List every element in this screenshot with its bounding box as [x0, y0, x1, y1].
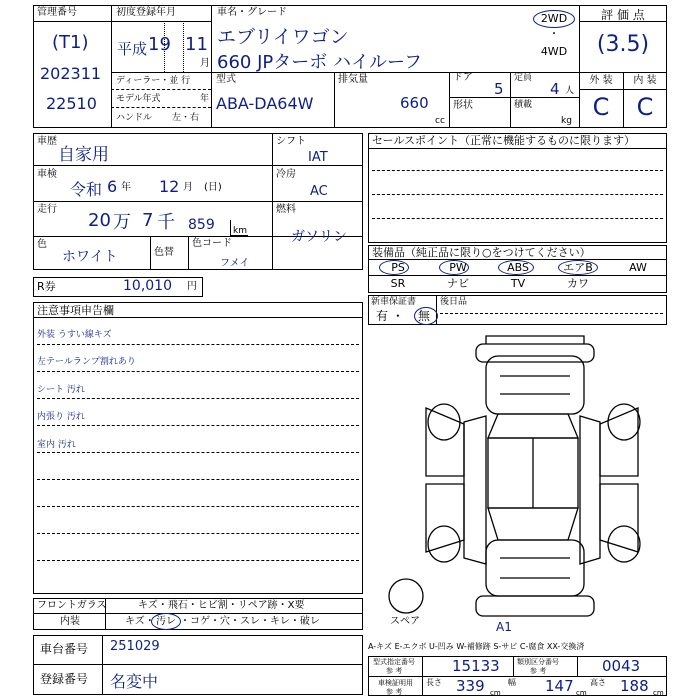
capacity-value: 4	[550, 80, 560, 98]
doors-label: ドア	[453, 72, 473, 83]
equip-tv: TV	[510, 277, 526, 290]
load-unit: kg	[561, 116, 572, 126]
interior-cond-label: 内装	[60, 616, 80, 627]
capacity-unit: 人	[565, 86, 575, 96]
equip-pw: PW	[449, 261, 467, 274]
fuel-label: 燃料	[276, 204, 296, 215]
inspection-month-unit: 月	[183, 182, 193, 193]
type-label: 型式	[216, 74, 236, 85]
equip-abs: ABS	[507, 261, 529, 274]
damage-legend: A-キズ E-エクボ U-凹み W-補修跡 S-サビ C-腐食 XX-交換済	[368, 642, 585, 651]
r-ticket-label: R券	[37, 280, 56, 293]
fuel-value: ガソリン	[291, 229, 347, 245]
note-line: 内張り 汚れ	[37, 412, 85, 422]
equip-ps: PS	[391, 261, 405, 274]
class-ref: 参 考	[530, 667, 547, 675]
first-reg-month: 11	[185, 34, 208, 55]
warranty-circle	[414, 307, 438, 325]
mileage-unit: km	[233, 226, 247, 236]
class-value: 0043	[602, 657, 641, 675]
length-value: 339	[456, 677, 485, 695]
mgmt-label: 管理番号	[37, 7, 77, 18]
handle-label: ハンドル	[116, 113, 153, 123]
displacement-value: 660	[400, 94, 429, 112]
exterior-label: 外 装	[589, 75, 613, 86]
cert-ref: 参 考	[386, 688, 403, 696]
designation-ref: 参 考	[386, 667, 403, 675]
height-unit: cm	[653, 689, 664, 697]
handle-options: 左・右	[172, 113, 200, 123]
inspection-month: 12	[159, 177, 180, 196]
equip-navi: ナビ	[447, 277, 469, 290]
equip-abs-circle	[498, 260, 534, 275]
model-year-unit: 年	[200, 94, 210, 104]
note-line: 室内 汚れ	[37, 440, 76, 450]
history-value: 自家用	[58, 145, 109, 165]
first-reg-month-unit: 月	[200, 58, 210, 69]
shape-label: 形状	[453, 100, 473, 111]
mileage-man-unit: 万	[113, 212, 131, 233]
car-grade: 660 JPターボ ハイルーフ	[217, 52, 423, 73]
inspection-day: (日)	[204, 182, 222, 193]
width-unit: cm	[576, 689, 587, 697]
sales-points-label: セールスポイント（正常に機能するものに限ります）	[372, 134, 636, 147]
color-change-label: 色替	[154, 247, 174, 258]
drive-dot: ・	[549, 29, 559, 40]
note-line: 外装 うすい線キズ	[37, 330, 112, 340]
notes-box	[33, 302, 363, 594]
registration-label: 登録番号	[40, 672, 89, 686]
width-value: 147	[545, 677, 574, 695]
height-label: 高さ	[590, 678, 606, 687]
history-label: 車歴	[37, 136, 57, 147]
shift-label: シフト	[276, 136, 306, 147]
width-label: 幅	[508, 678, 516, 687]
equip-airbag: エアB	[563, 261, 593, 274]
designation-value: 15133	[452, 657, 500, 675]
sales-points-box	[368, 133, 667, 243]
lot-number: (T1)	[52, 32, 89, 53]
interior-label: 内 装	[633, 75, 657, 86]
registration-value: 名変中	[110, 672, 159, 691]
first-reg-year: 19	[148, 34, 171, 55]
model-year-label: モデル年式	[116, 94, 161, 104]
mgmt-code-1: 202311	[40, 64, 102, 83]
equip-aw: AW	[629, 261, 647, 274]
color-code-value: フメイ	[220, 258, 250, 269]
warranty-opts: 有 ・	[376, 309, 404, 323]
owner-label: 後日品	[440, 297, 468, 307]
r-ticket-box	[33, 277, 203, 297]
equip-pw-circle	[439, 260, 469, 275]
spare-label: スペア	[390, 616, 420, 627]
inspection-era: 令和	[70, 180, 103, 199]
inspection-label: 車検	[37, 169, 57, 180]
rating-label: 評 価 点	[601, 8, 645, 22]
chassis-value: 251029	[110, 639, 160, 654]
displacement-label: 排気量	[338, 74, 368, 85]
rating-score: (3.5)	[596, 32, 650, 57]
color-label: 色	[37, 239, 47, 250]
mileage-label: 走行	[37, 204, 57, 215]
ac-label: 冷房	[276, 169, 296, 180]
designation-label: 型式指定番号	[373, 658, 415, 666]
inspection-year: 6	[107, 177, 118, 196]
equip-airbag-circle	[558, 260, 598, 275]
damage-mark-a1: A1	[496, 620, 512, 634]
car-name-label: 車名・グレード	[217, 7, 287, 18]
mileage-sen-unit: 千	[157, 212, 175, 233]
chassis-label: 車台番号	[40, 642, 89, 656]
mileage-sen: 7	[142, 210, 154, 231]
vehicle-damage-diagram	[368, 326, 668, 638]
r-ticket-unit: 円	[187, 281, 197, 292]
color-value: ホワイト	[62, 249, 118, 265]
class-label: 類別区分番号	[517, 658, 559, 666]
equipment-label: 装備品（純正品に限り○をつけてください）	[372, 246, 591, 259]
cert-label: 車検証明用	[378, 679, 413, 687]
interior-cond-pre: キズ・	[125, 616, 155, 627]
interior-cond-circled: 汚レ	[156, 616, 176, 627]
equip-ps-circle	[379, 260, 409, 275]
first-reg-label: 初度登録年月	[116, 7, 176, 18]
inspection-year-unit: 年	[121, 182, 131, 193]
mgmt-code-2: 22510	[46, 94, 97, 113]
color-code-label: 色コード	[192, 238, 232, 249]
first-reg-era: 平成	[117, 40, 148, 58]
interior-cond-post: ・コゲ・穴・スレ・キレ・破レ	[180, 616, 320, 627]
capacity-label: 定員	[514, 73, 533, 83]
notes-label: 注意事項申告欄	[37, 304, 114, 317]
dealer-label: ディーラー・並 行	[116, 76, 191, 86]
height-value: 188	[620, 677, 649, 695]
warranty-opt-circled: 無	[418, 309, 431, 323]
type-value: ABA-DA64W	[216, 94, 314, 113]
load-label: 積載	[514, 100, 533, 110]
drive-2wd-circle	[533, 10, 575, 28]
length-label: 長さ	[426, 678, 442, 687]
interior-grade: C	[636, 93, 654, 121]
displacement-unit: cc	[435, 116, 445, 126]
car-name: エブリイワゴン	[217, 26, 349, 48]
note-line: 左テールランプ割れあり	[37, 357, 136, 367]
length-unit: cm	[490, 689, 501, 697]
mileage-rest: 859	[188, 217, 215, 233]
windshield-items: キズ・飛石・ヒビ割・リペア跡・X要	[138, 600, 305, 611]
exterior-grade: C	[592, 93, 610, 121]
equip-leather: カワ	[567, 277, 589, 290]
equip-sr: SR	[390, 277, 406, 290]
r-ticket-value: 10,010	[123, 278, 172, 294]
warranty-label: 新車保証書	[371, 297, 417, 307]
shift-value: IAT	[308, 150, 328, 165]
note-line: シート 汚れ	[37, 385, 85, 395]
interior-stain-circle	[151, 613, 181, 630]
ac-value: AC	[310, 184, 328, 199]
drive-4wd: 4WD	[540, 45, 568, 58]
doors-value: 5	[494, 80, 504, 98]
windshield-label: フロントガラス	[37, 600, 107, 611]
mileage-man: 20	[88, 210, 111, 231]
drive-2wd: 2WD	[540, 12, 568, 25]
